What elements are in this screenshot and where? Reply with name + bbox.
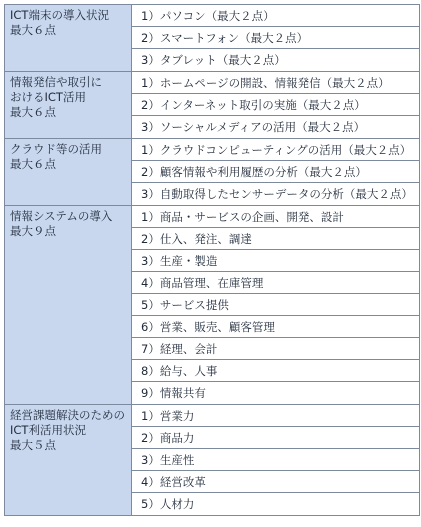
category-label: 経営課題解決のための — [10, 408, 125, 422]
item-list — [132, 72, 419, 138]
list-item: 3）自動取得したセンサーデータの分析（最大２点） — [141, 187, 413, 201]
category-max-score: 最大６点 — [10, 105, 56, 119]
category-cell — [5, 139, 132, 205]
group-cloud — [5, 139, 419, 206]
item-list — [132, 5, 419, 71]
list-item: 5）人材力 — [141, 497, 195, 511]
list-item: 2）顧客情報や利用履歴の分析（最大２点） — [132, 161, 419, 183]
list-item: 4）商品管理、在庫管理 — [132, 272, 419, 294]
category-max-score: 最大９点 — [10, 224, 56, 238]
category-cell — [5, 206, 132, 404]
list-item: 2）仕入、発注、調達 — [132, 228, 419, 250]
item-list — [132, 405, 419, 515]
list-item: 1）ホームページの開設、情報発信（最大２点） — [132, 72, 419, 94]
list-item: 2）商品力 — [132, 427, 419, 449]
list-item: 3）ソーシャルメディアの活用（最大２点） — [141, 120, 366, 134]
group-info-transactions — [5, 72, 419, 139]
category-cell — [5, 5, 132, 71]
list-item: 8）給与、人事 — [132, 360, 419, 382]
list-item: 5）サービス提供 — [132, 294, 419, 316]
category-cell — [5, 405, 132, 515]
group-business-issues — [5, 405, 419, 516]
category-max-score: 最大６点 — [10, 157, 56, 171]
list-item: 4）経営改革 — [132, 471, 419, 493]
item-list — [132, 206, 419, 404]
category-label: クラウド等の活用 — [10, 142, 102, 156]
category-label: ICT利活用状況 — [10, 423, 86, 437]
item-list — [132, 139, 419, 205]
list-item: 1）商品・サービスの企画、開発、設計 — [132, 206, 419, 228]
list-item: 2）スマートフォン（最大２点） — [132, 27, 419, 49]
list-item: 1）パソコン（最大２点） — [132, 5, 419, 27]
list-item: 3）生産・製造 — [132, 250, 419, 272]
list-item: 7）経理、会計 — [132, 338, 419, 360]
list-item: 9）情報共有 — [141, 386, 206, 400]
list-item: 2）インターネット取引の実施（最大２点） — [132, 94, 419, 116]
category-label: 情報システムの導入 — [10, 209, 113, 223]
category-max-score: 最大５点 — [10, 438, 56, 452]
list-item: 3）生産性 — [132, 449, 419, 471]
list-item: 6）営業、販売、顧客管理 — [132, 316, 419, 338]
category-label: ICT端末の導入状況 — [10, 8, 109, 22]
category-label: おけるICT活用 — [10, 90, 86, 104]
group-info-systems — [5, 206, 419, 405]
category-cell — [5, 72, 132, 138]
group-ict-devices — [5, 5, 419, 72]
category-label: 情報発信や取引に — [10, 75, 102, 89]
category-max-score: 最大６点 — [10, 23, 56, 37]
list-item: 3）タブレット（最大２点） — [141, 53, 286, 67]
list-item: 1）クラウドコンピューティングの活用（最大２点） — [132, 139, 419, 161]
list-item: 1）営業力 — [132, 405, 419, 427]
ict-score-table — [4, 4, 420, 516]
